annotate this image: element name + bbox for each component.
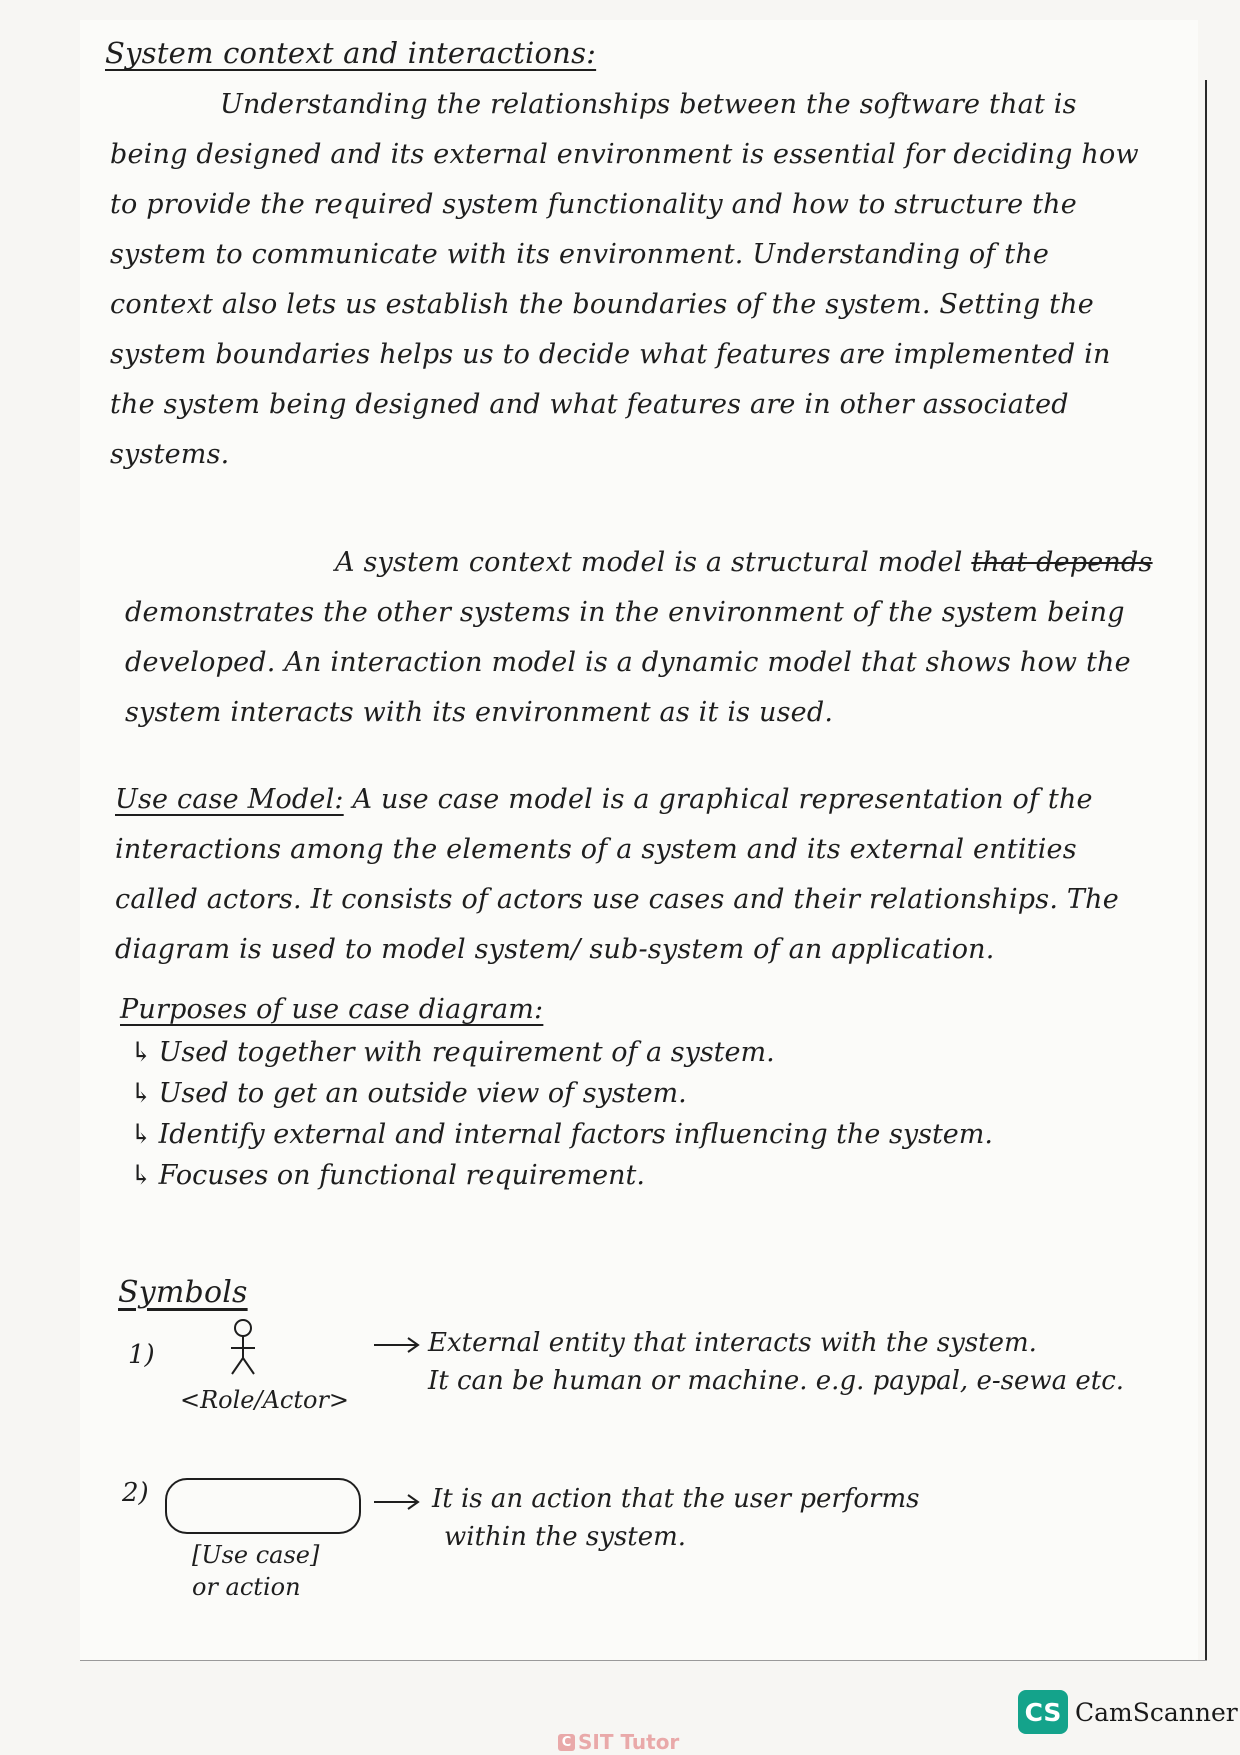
actor-description-line1: External entity that interacts with the system. — [428, 1328, 1037, 1358]
purpose-item: ↳ Used together with requirement of a system. — [130, 1037, 775, 1068]
use-case-description-line1: It is an action that the user performs — [432, 1484, 920, 1514]
arrow-icon: ↳ — [130, 1078, 153, 1109]
symbol-number: 2) — [122, 1478, 149, 1508]
arrow-right-icon — [372, 1492, 422, 1512]
actor-description-line2: It can be human or machine. e.g. paypal, e-sewa etc. — [428, 1366, 1125, 1396]
arrow-icon: ↳ — [130, 1119, 153, 1150]
watermark-text: SIT Tutor — [578, 1730, 680, 1754]
camscanner-name: CamScanner — [1075, 1698, 1238, 1727]
actor-label: <Role/Actor> — [180, 1386, 350, 1414]
purpose-item: ↳ Identify external and internal factors influencing the system. — [130, 1119, 993, 1150]
watermark — [558, 1730, 679, 1754]
struck-text: that depends — [971, 547, 1153, 578]
use-case-description-line2: within the system. — [444, 1522, 687, 1552]
use-case-heading: Use case Model: — [115, 784, 344, 815]
paragraph-context — [110, 80, 1140, 480]
purpose-item: ↳ Focuses on functional requirement. — [130, 1160, 645, 1191]
page-edge-line — [1205, 80, 1207, 1660]
purpose-item: ↳ Used to get an outside view of system. — [130, 1078, 687, 1109]
use-case-label-line2: or action — [192, 1573, 301, 1601]
arrow-icon: ↳ — [130, 1160, 153, 1191]
paragraph-use-case-model — [115, 775, 1145, 975]
paragraph-context-model-rest: demonstrates the other systems in the environment of the system being developed. An interaction model is a dynamic model that shows how the system interacts with its environment as it is used. — [125, 597, 1131, 728]
symbol-number: 1) — [128, 1340, 155, 1370]
watermark-icon: C — [558, 1734, 575, 1751]
actor-stick-figure-icon — [218, 1318, 268, 1378]
paragraph-context-model-start: A system context model is a structural model — [335, 547, 963, 578]
purposes-heading: Purposes of use case diagram: — [120, 994, 544, 1025]
use-case-text: A use case model is a graphical representation of the interactions among the elements of a system and its external entities called actors. It consists of actors use cases and their relationships. The diagram is used to model system/ sub-system of an application. — [115, 784, 1119, 965]
page-title: System context and interactions: — [105, 36, 597, 70]
use-case-label-line1: [Use case] — [192, 1541, 320, 1569]
arrow-right-icon — [372, 1335, 422, 1355]
arrow-icon: ↳ — [130, 1037, 153, 1068]
symbols-heading: Symbols — [118, 1275, 248, 1310]
paragraph-context-text: Understanding the relationships between the software that is being designed and its external environment is essential for deciding how to provide the required system functionality and how to structure the system to communicate with its environment. Understanding of the context also lets us establish the boundaries of the system. Setting the system boundaries helps us to decide what features are implemented in the system being designed and what features are in other associated systems. — [110, 89, 1139, 470]
camscanner-logo: CS — [1018, 1690, 1068, 1734]
purposes-list — [130, 1032, 993, 1196]
page-bottom-line — [80, 1660, 1207, 1661]
paragraph-context-model — [125, 538, 1155, 738]
use-case-oval-icon — [165, 1478, 361, 1534]
